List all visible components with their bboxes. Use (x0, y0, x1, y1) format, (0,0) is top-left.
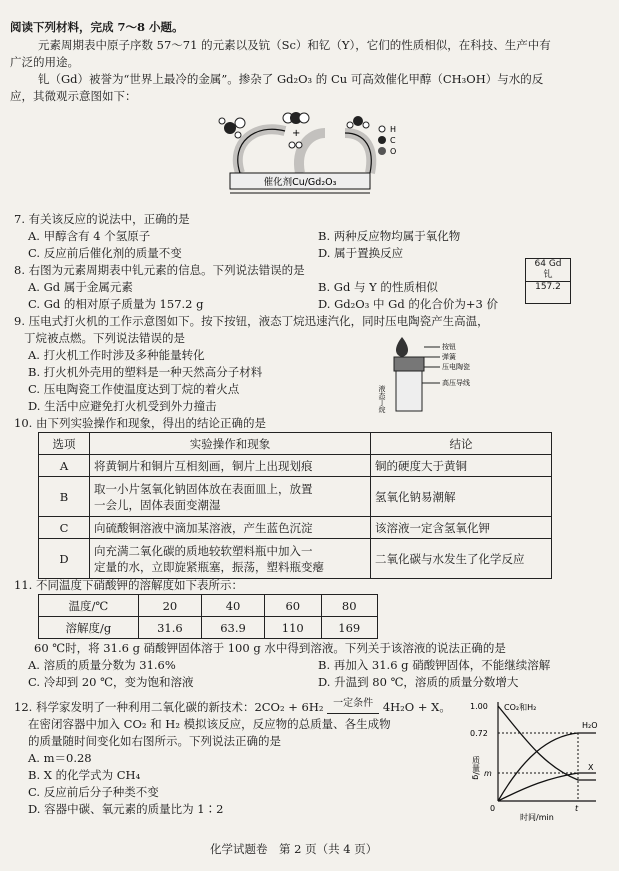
q10-option: A (39, 455, 90, 477)
q11-cell: 110 (265, 617, 321, 639)
q10-operation: 向硫酸铜溶液中滴加某溶液，产生蓝色沉淀 (90, 517, 371, 539)
intro-p2: 钆（Gd）被誉为“世界上最冷的金属”。掺杂了 Gd₂O₃ 的 Cu 可高效催化甲醇（CH₃OH）与水的反 (38, 72, 544, 86)
lighter-label-button: 按钮 (442, 343, 456, 351)
q10-conclusion: 二氧化碳与水发生了化学反应 (371, 539, 552, 579)
q7-stem: 7. 有关该反应的说法中，正确的是 (14, 212, 190, 226)
table-row (39, 539, 552, 579)
q10-option: C (39, 517, 90, 539)
q10-option: D (39, 539, 90, 579)
series-h2o-line (498, 733, 596, 801)
q12-equation-right: 4H₂O + X。 (382, 700, 451, 714)
q11-option-c: C. 冷却到 20 ℃，变为饱和溶液 (28, 675, 194, 689)
reaction-diagram (200, 103, 430, 198)
page-footer: 化学试题卷 第 2 页（共 4 页） (210, 842, 378, 856)
q7-option-b: B. 两种反应物均属于氧化物 (318, 229, 461, 243)
q7-option-d: D. 属于置换反应 (318, 246, 404, 260)
q11-cell: 63.9 (201, 617, 264, 639)
q11-cell: 31.6 (138, 617, 201, 639)
q9-stem-cont: 丁烷被点燃。下列说法错误的是 (24, 331, 185, 345)
lighter-label-wire: 高压导线 (442, 379, 470, 387)
table-row (39, 517, 552, 539)
q10-header-row (39, 433, 552, 455)
gd-mass: 157.2 (526, 281, 570, 293)
q8-stem: 8. 右图为元素周期表中钆元素的信息。下列说法错误的是 (14, 263, 305, 277)
q10-conclusion: 铜的硬度大于黄铜 (371, 455, 552, 477)
q12-stem-line2: 在密闭容器中加入 CO₂ 和 H₂ 模拟该反应，反应物的总质量、各生成物 (28, 717, 391, 731)
q10-operation (90, 477, 371, 517)
gd-name: 钆 (543, 270, 553, 280)
q10-stem: 10. 由下列实验操作和现象，得出的结论正确的是 (14, 416, 266, 430)
table-row (39, 455, 552, 477)
q11-option-b: B. 再加入 31.6 g 硝酸钾固体，不能继续溶解 (318, 658, 551, 672)
q10-header-conclusion: 结论 (371, 433, 552, 455)
q12-stem (14, 700, 451, 714)
q12-condition: 一定条件 (333, 698, 374, 709)
q9-stem: 9. 压电式打火机的工作示意图如下。按下按钮，液态丁烷迅速汽化，同时压电陶瓷产生高温， (14, 314, 489, 328)
q8-option-d: D. Gd₂O₃ 中 Gd 的化合价为+3 价 (318, 297, 498, 311)
intro-p1: 元素周期表中原子序数 57～71 的元素以及钪（Sc）和钇（Y），它们的性质相似，在科技、生产中有 (38, 38, 551, 52)
q10-operation: 将黄铜片和铜片互相刻画，铜片上出现划痕 (90, 455, 371, 477)
y-axis-label: 质量/g (471, 756, 481, 780)
q10-operation-line: 向充满二氧化碳的质地较软塑料瓶中加入一 (94, 543, 313, 558)
lighter-label-butane: 液态丁烷 (378, 385, 386, 413)
intro-heading: 阅读下列材料，完成 7～8 小题。 (10, 20, 184, 34)
q12-option-b: B. X 的化学式为 CH₄ (28, 768, 141, 782)
q11-stem: 11. 不同温度下硝酸钾的溶解度如下表所示： (14, 578, 243, 592)
q11-cell: 80 (321, 595, 378, 617)
q10-table (38, 432, 552, 579)
table-row (39, 595, 378, 617)
q12-option-d: D. 容器中碳、氧元素的质量比为 1∶2 (28, 802, 224, 816)
table-row (39, 617, 378, 639)
q10-header-operation: 实验操作和现象 (90, 433, 371, 455)
q12-option-c: C. 反应前后分子种类不变 (28, 785, 159, 799)
gd-number: 64 (534, 259, 546, 269)
y-tick-m: m (484, 769, 492, 778)
intro-p2-end: 应，其微观示意图如下： (10, 89, 137, 103)
q10-operation-line: 取一小片氢氧化钠固体放在表面皿上，放置 (94, 481, 313, 496)
q10-header-option: 选项 (39, 433, 90, 455)
legend-o: O (390, 147, 397, 156)
q10-conclusion: 氢氧化钠易潮解 (371, 477, 552, 517)
x-axis-label: 时间/min (520, 813, 554, 822)
gd-symbol: Gd (548, 259, 562, 269)
q10-option: B (39, 477, 90, 517)
q11-cell: 40 (201, 595, 264, 617)
lighter-label-spring: 弹簧 (442, 353, 456, 361)
q11-after: 60 ℃时，将 31.6 g 硝酸钾固体溶于 100 g 水中得到溶液。下列关于该溶液的说法正确的是 (34, 641, 506, 655)
q9-option-b: B. 打火机外壳用的塑料是一种天然高分子材料 (28, 365, 263, 379)
q11-option-d: D. 升温到 80 ℃，溶质的质量分数增大 (318, 675, 519, 689)
q10-operation-line: 一会儿，固体表面变潮湿 (94, 497, 221, 512)
origin-label: 0 (490, 804, 496, 813)
lighter-figure (380, 335, 490, 415)
q10-operation (90, 539, 371, 579)
intro-p1-end: 广泛的用途。 (10, 55, 79, 69)
q11-cell: 20 (138, 595, 201, 617)
y-tick-1: 1.00 (470, 702, 488, 711)
legend-h: H (390, 125, 397, 134)
q9-option-a: A. 打火机工作时涉及多种能量转化 (28, 348, 205, 362)
q8-option-b: B. Gd 与 Y 的性质相似 (318, 280, 438, 294)
q12-stem-line3: 的质量随时间变化如右图所示。下列说法正确的是 (28, 734, 281, 748)
q10-operation-line: 定量的水，立即旋紧瓶塞，振荡，塑料瓶变瘪 (94, 559, 324, 574)
series-label-reactants: CO₂和H₂ (504, 703, 537, 712)
x-tick-t: t (575, 804, 579, 813)
q10-conclusion: 该溶液一定含氢氧化钾 (371, 517, 552, 539)
gd-element-cell (525, 258, 571, 304)
y-tick-072: 0.72 (470, 729, 488, 738)
q7-option-c: C. 反应前后催化剂的质量不变 (28, 246, 182, 260)
q9-option-c: C. 压电陶瓷工作使温度达到丁烷的着火点 (28, 382, 240, 396)
q11-option-a: A. 溶质的质量分数为 31.6% (28, 658, 176, 672)
q12-equation-left: 12. 科学家发明了一种利用二氧化碳的新技术：2CO₂ + 6H₂ (14, 700, 324, 714)
q8-option-c: C. Gd 的相对原子质量为 157.2 g (28, 297, 204, 311)
q11-cell: 169 (321, 617, 378, 639)
q12-option-a: A. m＝0.28 (28, 751, 92, 765)
q9-option-d: D. 生活中应避免打火机受到外力撞击 (28, 399, 217, 413)
q7-option-a: A. 甲醇含有 4 个氢原子 (28, 229, 151, 243)
series-reactants-line (498, 706, 596, 780)
series-label-h2o: H₂O (582, 721, 598, 730)
svg-text:+: + (292, 128, 301, 139)
q11-cell: 温度/℃ (39, 595, 139, 617)
series-label-x: X (588, 763, 594, 772)
lighter-label-ceramic: 压电陶瓷 (442, 363, 470, 371)
q11-cell: 溶解度/g (39, 617, 139, 639)
table-row (39, 477, 552, 517)
legend-c: C (390, 136, 396, 145)
catalyst-label: 催化剂Cu/Gd₂O₃ (263, 177, 337, 188)
mass-time-chart (468, 696, 608, 824)
q11-cell: 60 (265, 595, 321, 617)
q11-table (38, 594, 378, 639)
q8-option-a: A. Gd 属于金属元素 (28, 280, 133, 294)
q12-arrow (327, 698, 379, 714)
